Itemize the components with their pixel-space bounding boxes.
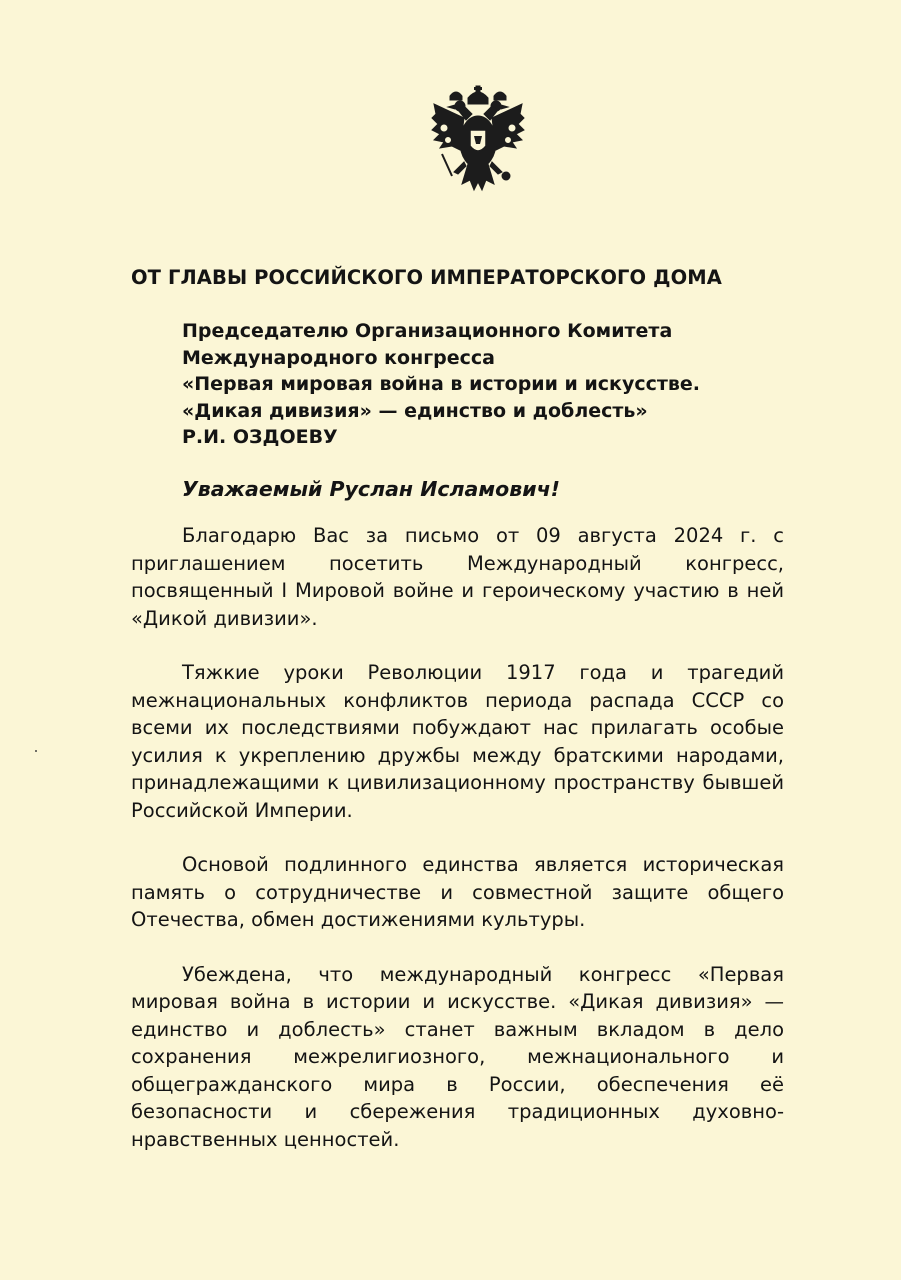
body-paragraph: Благодарю Вас за письмо от 09 августа 2024 г. с приглашением посетить Международный конгресс, посвященный I Мировой войне и героическому участию в ней «Дикой дивизии».: [131, 524, 784, 630]
double-headed-eagle-emblem-icon: [428, 84, 528, 196]
letter-heading: ОТ ГЛАВЫ РОССИЙСКОГО ИМПЕРАТОРСКОГО ДОМА: [131, 266, 722, 289]
addressee-line: Международного конгресса: [182, 346, 495, 369]
body-paragraph: Основой подлинного единства является историческая память о сотрудничестве и совместной защите общего Отечества, обмен достижениями культуры.: [131, 853, 784, 931]
body-paragraph: Тяжкие уроки Революции 1917 года и трагедий межнациональных конфликтов периода распада СССР со всеми их последствиями побуждают нас прилагать особые усилия к укреплению дружбы между братскими народами, принадлежащими к цивилизационному пространству бывшей Российской Империи.: [131, 661, 784, 822]
addressee-line: «Первая мировая война в истории и искусстве.: [182, 373, 701, 395]
addressee-line: «Дикая дивизия» — единство и доблесть»: [182, 399, 648, 422]
body-paragraph: Убеждена, что международный конгресс «Первая мировая война в истории и искусстве. «Дикая дивизия» — единство и доблесть» станет важным вкладом в дело сохранения межрелигиозного, межнационального и общегражданского мира в России, обеспечения её безопасности и сбережения традиционных духовно-нравственных ценностей.: [131, 962, 784, 1151]
addressee-name: Р.И. ОЗДОЕВУ: [182, 426, 338, 448]
scan-speck: [35, 750, 37, 752]
salutation: Уважаемый Руслан Исламович!: [182, 477, 560, 501]
letter-body: [131, 522, 784, 1180]
addressee-block: [182, 318, 822, 451]
addressee-line: Председателю Организационного Комитета: [182, 320, 673, 342]
